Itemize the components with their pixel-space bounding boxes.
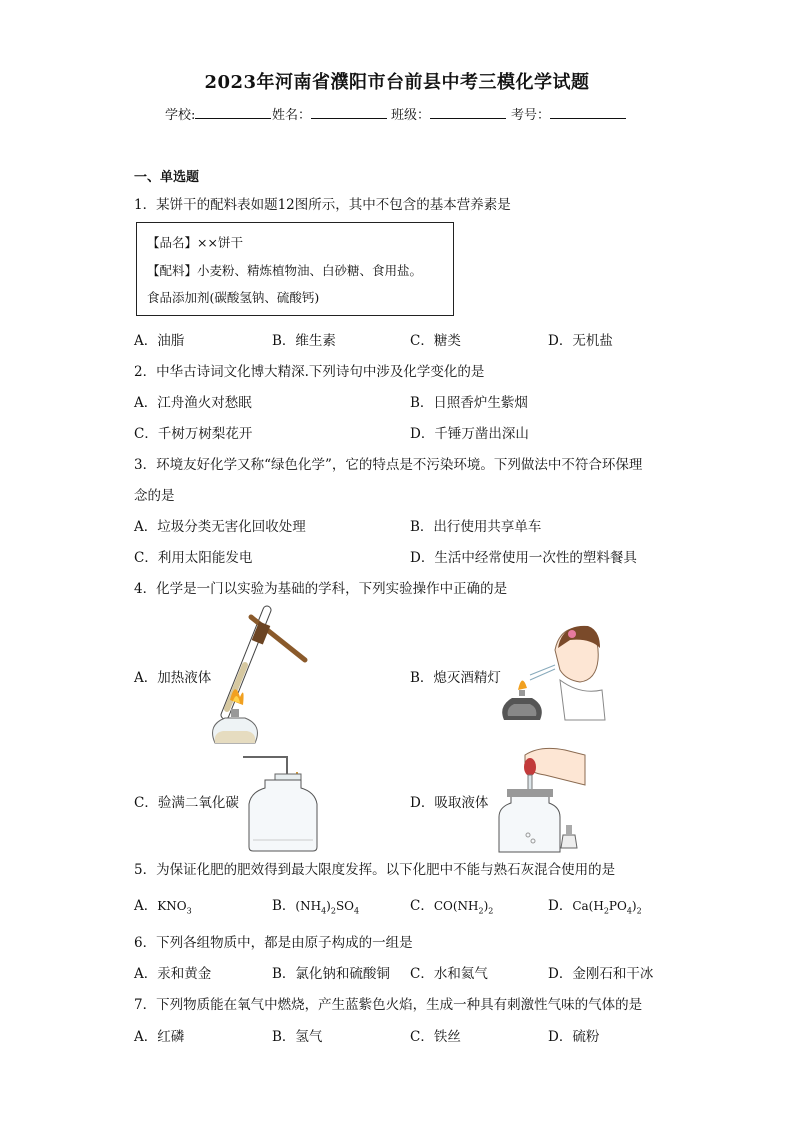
q1-option-d[interactable]: D．无机盐: [548, 333, 613, 349]
extinguish-lamp-image: [500, 620, 605, 725]
q3-option-a[interactable]: A．垃圾分类无害化回收处理: [134, 519, 306, 535]
q2-option-a[interactable]: A．江舟渔火对愁眠: [134, 395, 252, 411]
question-6-stem: 6．下列各组物质中，都是由原子构成的一组是: [134, 935, 413, 951]
ingredient-line-3: 食品添加剂(碳酸氢钠、硫酸钙): [147, 290, 320, 305]
class-blank[interactable]: [430, 106, 506, 119]
q7-option-a[interactable]: A．红磷: [134, 1029, 185, 1045]
q1-option-c[interactable]: C．糖类: [410, 333, 461, 349]
ingredient-line-1: 【品名】××饼干: [147, 235, 243, 250]
q4-option-a[interactable]: A．加热液体: [134, 670, 212, 686]
q7-option-b[interactable]: B．氢气: [272, 1029, 323, 1045]
q6-option-a[interactable]: A．汞和黄金: [134, 966, 212, 982]
q5-letter-d: D．: [548, 898, 573, 914]
school-field: [165, 104, 271, 123]
q2-option-d[interactable]: D．千锤万凿出深山: [410, 426, 529, 442]
question-3-stem-line2: 念的是: [134, 488, 175, 504]
exam-no-blank[interactable]: [550, 106, 626, 119]
q4-option-d[interactable]: D．吸取液体: [410, 795, 489, 811]
q6-option-b[interactable]: B．氯化钠和硫酸铜: [272, 966, 390, 982]
class-field: [391, 104, 506, 123]
question-7-stem: 7．下列物质能在氧气中燃烧，产生蓝紫色火焰，生成一种具有刺激性气味的气体的是: [134, 997, 643, 1013]
q1-option-a[interactable]: A．油脂: [134, 333, 185, 349]
dropper-image: [485, 745, 585, 855]
question-4-stem: 4．化学是一门以实验为基础的学科，下列实验操作中正确的是: [134, 581, 508, 597]
exam-no-field: [511, 104, 626, 123]
name-label: 姓名：: [272, 108, 312, 123]
page-title: 2023年河南省濮阳市台前县中考三模化学试题: [204, 72, 590, 93]
school-label: 学校:: [165, 108, 196, 123]
q4-option-c[interactable]: C．验满二氧化碳: [134, 795, 239, 811]
heating-liquid-image: [205, 605, 315, 745]
question-1-stem: 1．某饼干的配料表如题12图所示，其中不包含的基本营养素是: [134, 197, 511, 213]
q2-option-c[interactable]: C．千树万树梨花开: [134, 426, 253, 442]
q1-option-b[interactable]: B．维生素: [272, 333, 336, 349]
q6-option-c[interactable]: C．水和氦气: [410, 966, 488, 982]
exam-no-label: 考号：: [511, 108, 551, 123]
q7-option-d[interactable]: D．硫粉: [548, 1029, 600, 1045]
q4-option-b[interactable]: B．熄灭酒精灯: [410, 670, 501, 686]
ingredient-box: [136, 222, 454, 316]
class-label: 班级：: [391, 108, 431, 123]
q5-option-c[interactable]: C．$CO(NH_2)_2$: [410, 898, 494, 916]
q6-option-d[interactable]: D．金刚石和干冰: [548, 966, 654, 982]
school-blank[interactable]: [195, 106, 271, 119]
co2-test-image: [243, 752, 328, 852]
name-field: [272, 104, 387, 123]
section-heading: 一、单选题: [134, 170, 200, 185]
question-5-stem: 5．为保证化肥的肥效得到最大限度发挥。以下化肥中不能与熟石灰混合使用的是: [134, 862, 616, 878]
q5-letter-b: B．: [272, 898, 296, 914]
q3-option-b[interactable]: B．出行使用共享单车: [410, 519, 542, 535]
q5-option-d[interactable]: D．$Ca(H_2PO_4)_2$: [548, 898, 642, 916]
question-3-stem-line1: 3．环境友好化学又称“绿色化学”，它的特点是不污染环境。下列做法中不符合环保理: [134, 457, 643, 473]
q3-option-d[interactable]: D．生活中经常使用一次性的塑料餐具: [410, 550, 637, 566]
q2-option-b[interactable]: B．日照香炉生紫烟: [410, 395, 528, 411]
name-blank[interactable]: [311, 106, 387, 119]
q7-option-c[interactable]: C．铁丝: [410, 1029, 461, 1045]
q5-letter-c: C．: [410, 898, 434, 914]
ingredient-line-2: 【配料】小麦粉、精炼植物油、白砂糖、食用盐。: [147, 263, 423, 278]
q5-option-a[interactable]: A．$KNO_3$: [134, 898, 192, 916]
q3-option-c[interactable]: C．利用太阳能发电: [134, 550, 253, 566]
q5-option-b[interactable]: B．$(NH_4)_2SO_4$: [272, 898, 360, 916]
q5-letter-a: A．: [134, 898, 158, 914]
question-2-stem: 2．中华古诗词文化博大精深.下列诗句中涉及化学变化的是: [134, 364, 485, 380]
